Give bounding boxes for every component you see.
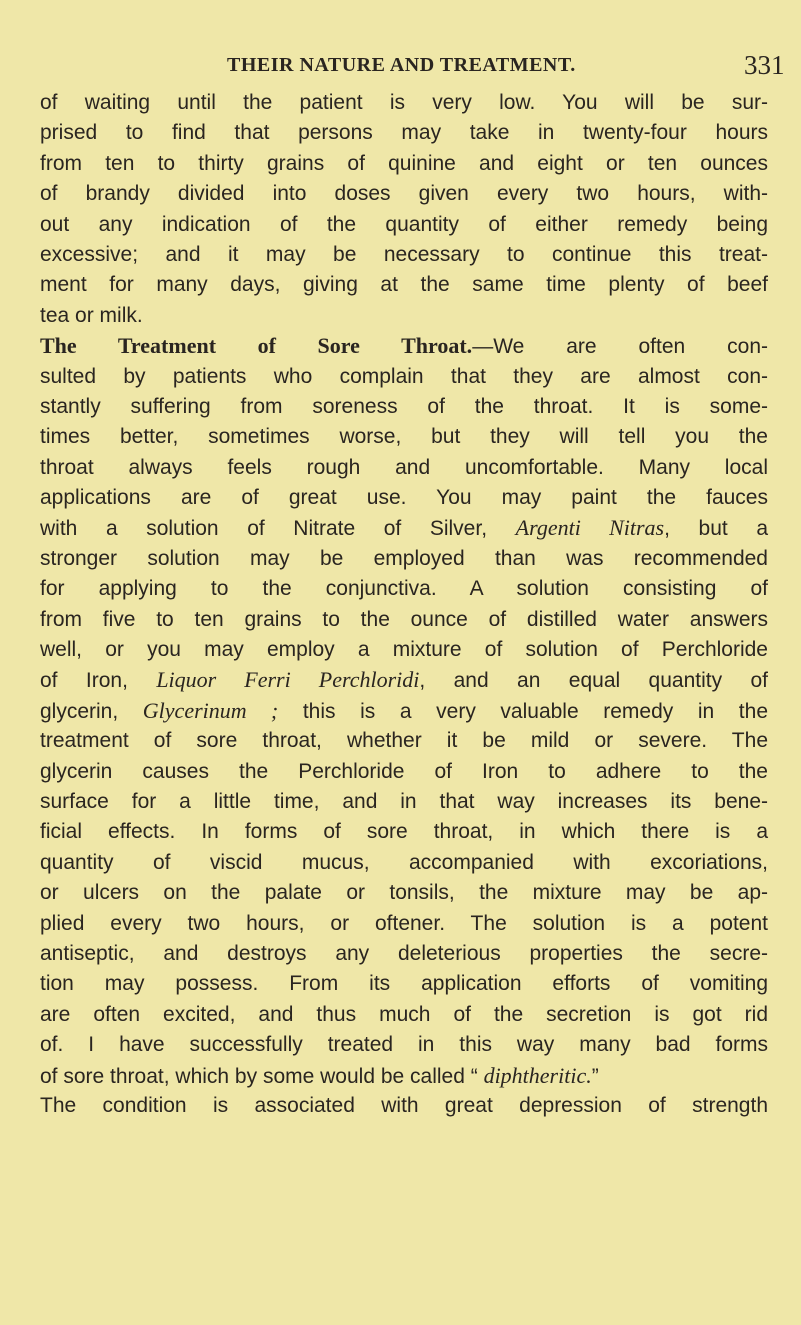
text-line: times better, sometimes worse, but they will tell you the [40,425,768,449]
text-line: of Iron, Liquor Ferri Perchloridi, and an equal quantity of [40,667,769,693]
text-line: throat always feels rough and uncomfortable. Many local [40,455,768,479]
section-heading: The Treatment of Sore Throat. [40,333,473,359]
text-line: of waiting until the patient is very low. You will be sur- [40,91,768,114]
text-line: of brandy divided into doses given every two hours, with- [40,182,768,206]
italic-term: Argenti Nitras [515,515,665,541]
text-line: from ten to thirty grains of quinine and eight or ten ounces [40,151,768,175]
page-number: 331 [744,50,785,80]
text-line: with a solution of Nitrate of Silver, Argenti Nitras, but a [40,515,769,541]
text-line: well, or you may employ a mixture of solution of Perchloride [40,638,768,662]
text-line: stantly suffering from soreness of the throat. It is some- [40,394,768,418]
text-line: The condition is associated with great depression of strength [40,1093,768,1117]
text-line: prised to find that persons may take in twenty-four hours [40,121,768,145]
text-line: from five to ten grains to the ounce of distilled water answers [40,607,768,631]
running-head: THEIR NATURE AND TREATMENT. [227,54,576,76]
text-line: out any indication of the quantity of either remedy being [40,212,768,236]
text-line: are often excited, and thus much of the secretion is got rid [40,1002,768,1026]
text-line: antiseptic, and destroys any deleterious properties the secre- [40,941,768,965]
italic-term: diphtheritic. [483,1062,592,1088]
text-line: quantity of viscid mucus, accompanied with excoriations, [40,850,768,874]
text-line: tea or milk. [40,303,143,327]
body-text [40,88,768,1121]
text-line: glycerin causes the Perchloride of Iron to adhere to the [40,759,768,783]
text-line: tion may possess. From its application efforts of vomiting [40,972,768,996]
text-line: surface for a little time, and in that way increases its bene- [40,789,768,813]
text-line: plied every two hours, or oftener. The solution is a potent [40,911,768,935]
italic-term: Glycerinum ; [142,697,279,723]
text-line: of sore throat, which by some would be called “ diphtheritic.” [40,1062,599,1088]
text-line: treatment of sore throat, whether it be mild or severe. The [40,729,768,753]
text-line: stronger solution may be employed than was recommended [40,546,768,570]
text-line: or ulcers on the palate or tonsils, the mixture may be ap- [40,881,768,905]
text-line: sulted by patients who complain that they are almost con- [40,364,768,388]
text-line: glycerin, Glycerinum ; this is a very valuable remedy in the [40,697,768,723]
text-line: excessive; and it may be necessary to continue this treat- [40,242,768,266]
italic-term: Liquor Ferri Perchloridi [156,667,420,693]
text-line: ficial effects. In forms of sore throat, in which there is a [40,820,768,844]
text-line: applications are of great use. You may paint the fauces [40,486,768,510]
text-line: for applying to the conjunctiva. A solution consisting of [40,577,768,601]
text-line: The Treatment of Sore Throat.—We are often con- [40,333,768,359]
text-line: of. I have successfully treated in this way many bad forms [40,1033,768,1057]
text-line: ment for many days, giving at the same time plenty of beef [40,273,768,297]
